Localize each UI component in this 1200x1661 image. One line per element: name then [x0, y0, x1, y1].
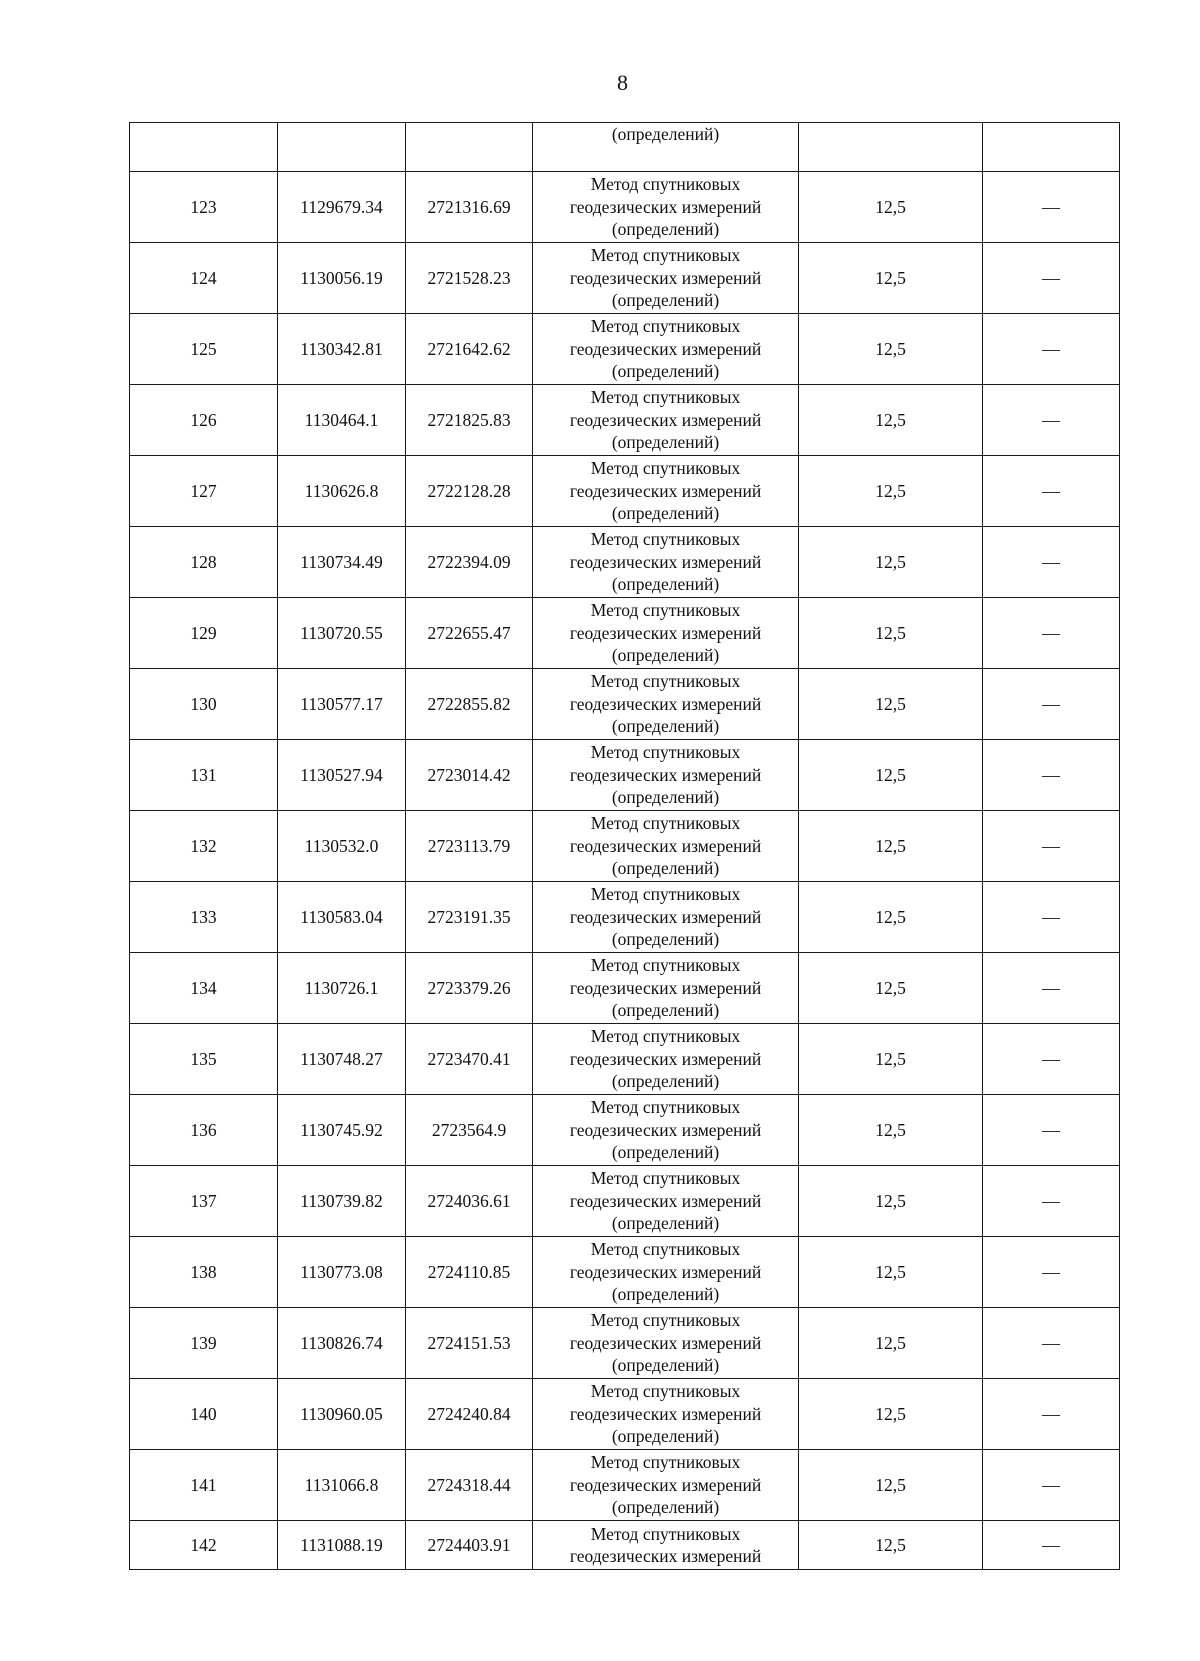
- method-line: (определений): [611, 716, 720, 737]
- method-line: геодезических измерений: [569, 977, 762, 998]
- method-line: Метод спутниковых: [590, 884, 741, 905]
- cell-accuracy: 12,5: [799, 1095, 983, 1166]
- method-line: геодезических измерений: [569, 338, 762, 359]
- method-line: Метод спутниковых: [590, 1097, 741, 1118]
- cell-x: 1130577.17: [278, 669, 406, 740]
- cell-method: [533, 1521, 799, 1570]
- method-line: Метод спутниковых: [590, 174, 741, 195]
- cell-y: 2721825.83: [406, 385, 533, 456]
- cell-method: [533, 882, 799, 953]
- method-line: геодезических измерений: [569, 551, 762, 572]
- method-line: (определений): [611, 290, 720, 311]
- cell-point: 124: [130, 243, 278, 314]
- cell-x: 1130527.94: [278, 740, 406, 811]
- method-line: (определений): [611, 858, 720, 879]
- method-line: (определений): [611, 1000, 720, 1021]
- method-line: геодезических измерений: [569, 1048, 762, 1069]
- method-line: Метод спутниковых: [590, 813, 741, 834]
- cell-point: [130, 123, 278, 172]
- cell-method: [533, 1450, 799, 1521]
- table-row: [130, 811, 1120, 882]
- cell-point: 129: [130, 598, 278, 669]
- cell-y: 2722128.28: [406, 456, 533, 527]
- table-row: [130, 172, 1120, 243]
- cell-y: 2724110.85: [406, 1237, 533, 1308]
- cell-point: 125: [130, 314, 278, 385]
- cell-note: —: [983, 1024, 1120, 1095]
- cell-method: [533, 669, 799, 740]
- cell-x: 1130532.0: [278, 811, 406, 882]
- cell-accuracy: 12,5: [799, 243, 983, 314]
- method-line: геодезических измерений: [569, 1119, 762, 1140]
- cell-point: 137: [130, 1166, 278, 1237]
- method-line: Метод спутниковых: [590, 955, 741, 976]
- cell-x: 1130748.27: [278, 1024, 406, 1095]
- method-line: геодезических измерений: [569, 409, 762, 430]
- method-line: геодезических измерений: [569, 196, 762, 217]
- cell-method: [533, 1237, 799, 1308]
- cell-x: 1130720.55: [278, 598, 406, 669]
- method-line: Метод спутниковых: [590, 1239, 741, 1260]
- cell-accuracy: 12,5: [799, 953, 983, 1024]
- table-row: [130, 1450, 1120, 1521]
- cell-method: [533, 527, 799, 598]
- table-row: [130, 243, 1120, 314]
- method-line: Метод спутниковых: [590, 1452, 741, 1473]
- table-row: [130, 1237, 1120, 1308]
- cell-point: 138: [130, 1237, 278, 1308]
- method-line: (определений): [611, 574, 720, 595]
- cell-note: —: [983, 669, 1120, 740]
- cell-y: 2724318.44: [406, 1450, 533, 1521]
- table-body: [130, 123, 1120, 1570]
- cell-x: 1130745.92: [278, 1095, 406, 1166]
- method-line: (определений): [611, 1213, 720, 1234]
- cell-y: 2723113.79: [406, 811, 533, 882]
- table-row: [130, 456, 1120, 527]
- method-line: Метод спутниковых: [590, 387, 741, 408]
- table-row: [130, 953, 1120, 1024]
- cell-accuracy: 12,5: [799, 456, 983, 527]
- method-line: Метод спутниковых: [590, 1168, 741, 1189]
- cell-note: —: [983, 1237, 1120, 1308]
- method-line: (определений): [611, 219, 720, 240]
- method-line: геодезических измерений: [569, 835, 762, 856]
- method-line: (определений): [611, 1497, 720, 1518]
- cell-note: —: [983, 1379, 1120, 1450]
- cell-x: [278, 123, 406, 172]
- cell-note: —: [983, 811, 1120, 882]
- cell-method: [533, 740, 799, 811]
- cell-accuracy: 12,5: [799, 1450, 983, 1521]
- cell-accuracy: 12,5: [799, 598, 983, 669]
- cell-y: 2722394.09: [406, 527, 533, 598]
- cell-point: 134: [130, 953, 278, 1024]
- cell-y: 2723564.9: [406, 1095, 533, 1166]
- method-line: геодезических измерений: [569, 693, 762, 714]
- method-line: геодезических измерений: [569, 906, 762, 927]
- table-row: [130, 1521, 1120, 1570]
- cell-method: (определений): [533, 123, 799, 172]
- cell-point: 127: [130, 456, 278, 527]
- cell-x: 1130773.08: [278, 1237, 406, 1308]
- cell-method: [533, 172, 799, 243]
- cell-accuracy: 12,5: [799, 314, 983, 385]
- table-row: [130, 598, 1120, 669]
- cell-method: [533, 1095, 799, 1166]
- cell-x: 1130056.19: [278, 243, 406, 314]
- method-line: геодезических измерений: [569, 1261, 762, 1282]
- cell-point: 126: [130, 385, 278, 456]
- method-line: геодезических измерений: [569, 622, 762, 643]
- cell-point: 131: [130, 740, 278, 811]
- cell-accuracy: 12,5: [799, 172, 983, 243]
- cell-x: 1131088.19: [278, 1521, 406, 1570]
- table-row: [130, 1095, 1120, 1166]
- method-line: Метод спутниковых: [590, 529, 741, 550]
- cell-accuracy: 12,5: [799, 1024, 983, 1095]
- method-line: Метод спутниковых: [590, 1026, 741, 1047]
- cell-note: —: [983, 527, 1120, 598]
- page-number: 8: [617, 70, 628, 95]
- table-row: [130, 1166, 1120, 1237]
- cell-point: 135: [130, 1024, 278, 1095]
- method-line: геодезических измерений: [569, 1546, 762, 1566]
- cell-accuracy: [799, 123, 983, 172]
- method-line: (определений): [611, 645, 720, 666]
- cell-accuracy: 12,5: [799, 811, 983, 882]
- method-line: Метод спутниковых: [590, 600, 741, 621]
- method-line: (определений): [611, 787, 720, 808]
- cell-y: 2724240.84: [406, 1379, 533, 1450]
- cell-y: 2723470.41: [406, 1024, 533, 1095]
- cell-accuracy: 12,5: [799, 385, 983, 456]
- method-line: Метод спутниковых: [590, 1381, 741, 1402]
- cell-x: 1130826.74: [278, 1308, 406, 1379]
- table-row: [130, 1024, 1120, 1095]
- method-line: Метод спутниковых: [590, 742, 741, 763]
- cell-method: [533, 598, 799, 669]
- table-row: [130, 527, 1120, 598]
- cell-x: 1130734.49: [278, 527, 406, 598]
- cell-note: —: [983, 882, 1120, 953]
- cell-method: [533, 456, 799, 527]
- cell-accuracy: 12,5: [799, 1308, 983, 1379]
- cell-note: —: [983, 385, 1120, 456]
- cell-x: 1130464.1: [278, 385, 406, 456]
- cell-note: —: [983, 243, 1120, 314]
- method-line: геодезических измерений: [569, 1474, 762, 1495]
- cell-point: 140: [130, 1379, 278, 1450]
- method-line: (определений): [611, 1355, 720, 1376]
- cell-note: —: [983, 172, 1120, 243]
- method-line: (определений): [611, 1071, 720, 1092]
- cell-note: —: [983, 598, 1120, 669]
- cell-point: 142: [130, 1521, 278, 1570]
- cell-accuracy: 12,5: [799, 1237, 983, 1308]
- continuation-row: [130, 123, 1120, 172]
- cell-point: 139: [130, 1308, 278, 1379]
- cell-x: 1130726.1: [278, 953, 406, 1024]
- method-line: Метод спутниковых: [590, 1310, 741, 1331]
- table-row: [130, 385, 1120, 456]
- method-line: Метод спутниковых: [590, 1523, 741, 1544]
- cell-y: 2721316.69: [406, 172, 533, 243]
- cell-method: [533, 811, 799, 882]
- cell-point: 128: [130, 527, 278, 598]
- cell-y: 2723014.42: [406, 740, 533, 811]
- method-line: геодезических измерений: [569, 1332, 762, 1353]
- cell-accuracy: 12,5: [799, 527, 983, 598]
- cell-y: 2721528.23: [406, 243, 533, 314]
- cell-note: —: [983, 1166, 1120, 1237]
- method-line: (определений): [611, 361, 720, 382]
- method-line: (определений): [611, 432, 720, 453]
- table-row: [130, 882, 1120, 953]
- cell-note: —: [983, 314, 1120, 385]
- cell-x: 1129679.34: [278, 172, 406, 243]
- cell-point: 123: [130, 172, 278, 243]
- method-line: (определений): [611, 1142, 720, 1163]
- method-line: (определений): [611, 929, 720, 950]
- cell-x: 1130583.04: [278, 882, 406, 953]
- cell-accuracy: 12,5: [799, 740, 983, 811]
- coordinates-table: [129, 122, 1120, 1570]
- cell-note: —: [983, 953, 1120, 1024]
- method-line: Метод спутниковых: [590, 671, 741, 692]
- method-line: геодезических измерений: [569, 480, 762, 501]
- method-line: (определений): [611, 1284, 720, 1305]
- cell-note: —: [983, 1095, 1120, 1166]
- cell-y: 2722855.82: [406, 669, 533, 740]
- table-row: [130, 1308, 1120, 1379]
- cell-accuracy: 12,5: [799, 1379, 983, 1450]
- method-line: Метод спутниковых: [590, 458, 741, 479]
- method-line: Метод спутниковых: [590, 245, 741, 266]
- cell-method: [533, 243, 799, 314]
- cell-x: 1131066.8: [278, 1450, 406, 1521]
- method-line: (определений): [611, 503, 720, 524]
- cell-accuracy: 12,5: [799, 1521, 983, 1570]
- method-line: геодезических измерений: [569, 764, 762, 785]
- table-row: [130, 669, 1120, 740]
- cell-y: 2722655.47: [406, 598, 533, 669]
- cell-note: —: [983, 456, 1120, 527]
- cell-method: [533, 1379, 799, 1450]
- cell-x: 1130739.82: [278, 1166, 406, 1237]
- cell-method: [533, 385, 799, 456]
- cell-y: [406, 123, 533, 172]
- cell-x: 1130626.8: [278, 456, 406, 527]
- cell-accuracy: 12,5: [799, 1166, 983, 1237]
- cell-point: 141: [130, 1450, 278, 1521]
- cell-method: [533, 314, 799, 385]
- table-row: [130, 1379, 1120, 1450]
- cell-point: 133: [130, 882, 278, 953]
- cell-point: 136: [130, 1095, 278, 1166]
- method-line: геодезических измерений: [569, 1403, 762, 1424]
- table-row: [130, 740, 1120, 811]
- cell-method: [533, 1024, 799, 1095]
- cell-point: 132: [130, 811, 278, 882]
- cell-note: —: [983, 740, 1120, 811]
- cell-note: —: [983, 1521, 1120, 1570]
- cell-note: —: [983, 1450, 1120, 1521]
- cell-method: [533, 953, 799, 1024]
- cell-point: 130: [130, 669, 278, 740]
- cell-method: [533, 1166, 799, 1237]
- cell-y: 2723379.26: [406, 953, 533, 1024]
- cell-y: 2724036.61: [406, 1166, 533, 1237]
- cell-y: 2723191.35: [406, 882, 533, 953]
- method-line: геодезических измерений: [569, 267, 762, 288]
- cell-note: —: [983, 1308, 1120, 1379]
- cell-accuracy: 12,5: [799, 882, 983, 953]
- method-line: геодезических измерений: [569, 1190, 762, 1211]
- cell-x: 1130960.05: [278, 1379, 406, 1450]
- cell-y: 2724403.91: [406, 1521, 533, 1570]
- cell-accuracy: 12,5: [799, 669, 983, 740]
- cell-x: 1130342.81: [278, 314, 406, 385]
- method-line: Метод спутниковых: [590, 316, 741, 337]
- cell-method: [533, 1308, 799, 1379]
- method-line: (определений): [611, 1426, 720, 1447]
- cell-y: 2721642.62: [406, 314, 533, 385]
- cell-note: [983, 123, 1120, 172]
- table-row: [130, 314, 1120, 385]
- cell-y: 2724151.53: [406, 1308, 533, 1379]
